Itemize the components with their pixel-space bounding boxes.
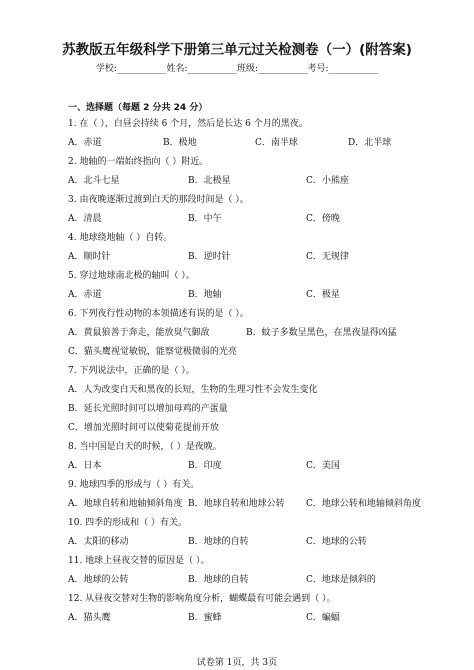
- page-footer: 试卷第 1页，共 3页: [196, 658, 278, 668]
- option-a: A．赤道: [68, 290, 102, 300]
- document-title: 苏教版五年级科学下册第三单元过关检测卷（一）(附答案): [62, 42, 412, 58]
- option-c: C．蝙蝠: [306, 613, 340, 623]
- option-b: B．逆时针: [188, 252, 231, 262]
- question-stem: 8. 当中国是白天的时候，（ ）是夜晚。: [68, 442, 222, 452]
- option-a: A．地球自转和地轴倾斜角度: [68, 499, 183, 509]
- option-c: C．美国: [306, 461, 340, 471]
- option-b: B．蜜蜂: [188, 613, 222, 623]
- question-stem: 2. 地轴的一端始终指向（ ）附近。: [68, 157, 209, 167]
- option-a: A．地球的公转: [68, 575, 129, 585]
- option-b: B．地球的自转: [188, 537, 249, 547]
- option-b: B．地轴: [188, 290, 222, 300]
- option-c: C．猫头鹰视觉敏锐，能察觉极微弱的光亮: [68, 347, 237, 357]
- question-stem: 3. 由夜晚逐渐过渡到白天的那段时间是（ ）。: [68, 195, 249, 205]
- option-b: B．蚊子多数呈黑色，在黑夜显得凶猛: [246, 328, 397, 338]
- option-c: C．小熊座: [306, 176, 349, 186]
- option-a: A．太阳的移动: [68, 537, 129, 547]
- option-a: A．顺时针: [68, 252, 111, 262]
- question-stem: 5. 穿过地球南北极的轴叫（ ）。: [68, 271, 195, 281]
- option-c: C．傍晚: [306, 214, 340, 224]
- option-a: A．清晨: [68, 214, 102, 224]
- option-a: A．日本: [68, 461, 102, 471]
- question-stem: 1. 在（ ），白昼会持续 6 个月，然后是长达 6 个月的黑夜。: [68, 119, 308, 129]
- question-stem: 6. 下列夜行性动物的本领描述有误的是（ ）。: [68, 309, 249, 319]
- option-b: B．地球自转和地球公转: [188, 499, 285, 509]
- option-a: A．人为改变白天和黑夜的长短，生物的生理习性不会发生变化: [68, 385, 318, 395]
- option-b: B．延长光照时间可以增加母鸡的产蛋量: [68, 404, 228, 414]
- option-b: B．地球的自转: [188, 575, 249, 585]
- option-c: C．南半球: [255, 138, 298, 148]
- question-stem: 9. 地球四季的形成与（ ）有关。: [68, 480, 200, 490]
- section-title: 一、选择题（每题 2 分共 24 分）: [68, 103, 208, 113]
- option-a: A．猫头鹰: [68, 613, 111, 623]
- question-stem: 4. 地球绕地轴（ ）自转。: [68, 233, 173, 243]
- question-stem: 7. 下列说法中，正确的是（ ）。: [68, 366, 195, 376]
- student-info-line: 学校:___________姓名:___________班级:___________考号:___________: [95, 64, 379, 74]
- option-c: C．地球的公转: [306, 537, 367, 547]
- option-b: B．北极星: [188, 176, 231, 186]
- question-stem: 12. 从昼夜交替对生物的影响角度分析，蝴蝶最有可能会遇到（ ）。: [68, 594, 336, 604]
- option-a: A．北斗七星: [68, 176, 120, 186]
- option-c: C．增加光照时间可以使菊花提前开放: [68, 423, 219, 433]
- option-b: B．极地: [163, 138, 197, 148]
- option-c: C．极星: [306, 290, 340, 300]
- option-a: A．黄鼠狼善于奔走，能放臭气御敌: [68, 328, 210, 338]
- question-stem: 10. 四季的形成和（ ）有关。: [68, 518, 188, 528]
- question-stem: 11. 地球上昼夜交替的原因是（ ）。: [68, 556, 210, 566]
- option-c: C．无规律: [306, 252, 349, 262]
- option-c: C．地球是倾斜的: [306, 575, 376, 585]
- option-b: B．中午: [188, 214, 222, 224]
- option-c: C．地球公转和地轴倾斜角度: [306, 499, 421, 509]
- option-b: B．印度: [188, 461, 222, 471]
- option-d: D．北半球: [348, 138, 392, 148]
- option-a: A．赤道: [68, 138, 102, 148]
